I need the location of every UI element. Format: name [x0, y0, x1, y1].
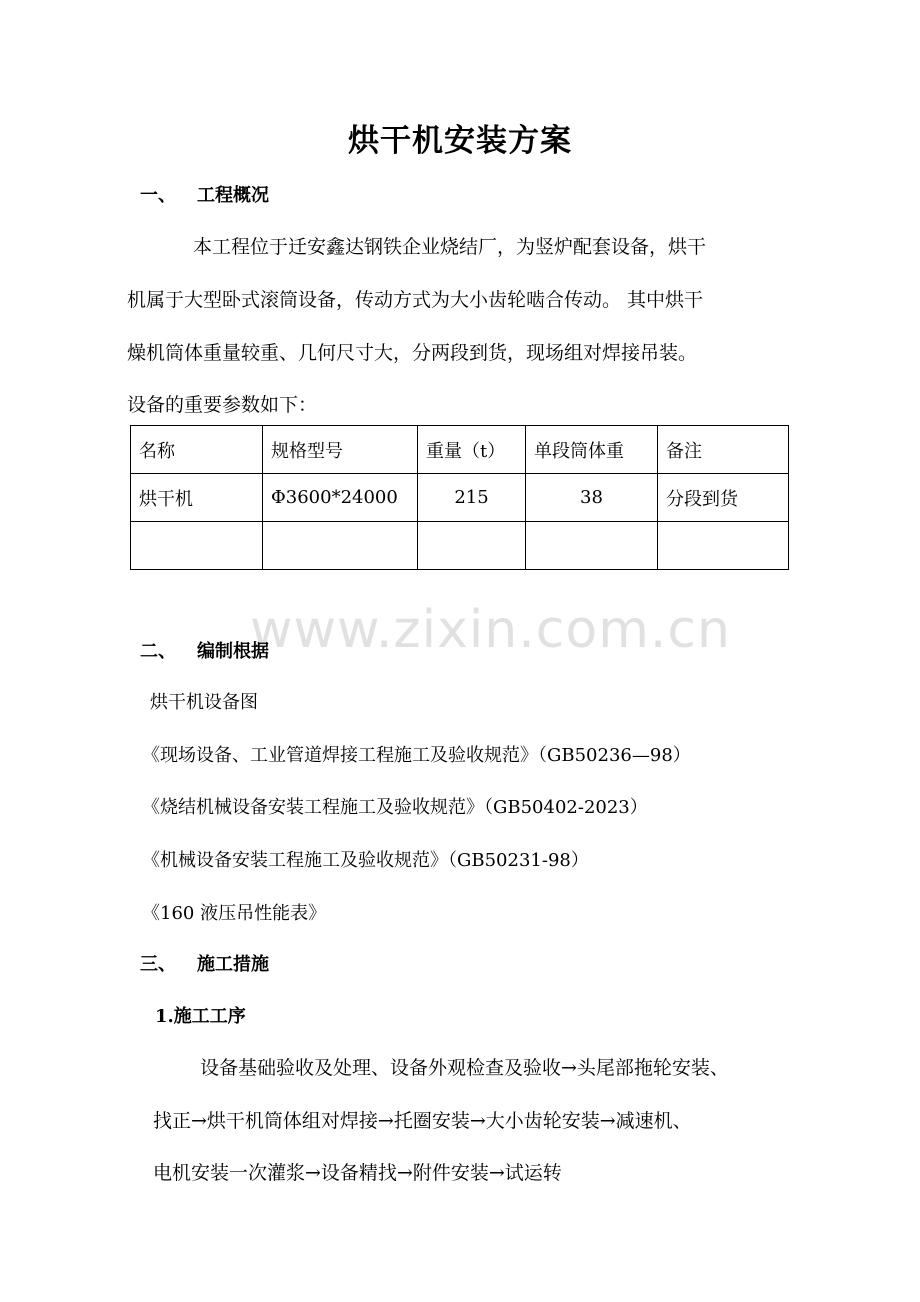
- reference-item: 《160 液压吊性能表》: [142, 903, 327, 924]
- paragraph-line: 燥机筒体重量较重、几何尺寸大，分两段到货，现场组对焊接吊装。: [127, 342, 698, 364]
- reference-item: 《现场设备、工业管道焊接工程施工及验收规范》（GB50236—98）: [142, 745, 691, 766]
- section-heading-basis: [140, 637, 269, 663]
- section-number: 三、: [140, 954, 176, 975]
- table-header-cell: 备注: [658, 426, 789, 474]
- table-cell: [418, 522, 526, 570]
- subsection-heading: 1.施工工序: [155, 1006, 246, 1027]
- reference-item: 《烧结机械设备安装工程施工及验收规范》（GB50402-2023）: [142, 797, 648, 818]
- table-cell: 38: [526, 474, 658, 522]
- table-header-cell: 规格型号: [263, 426, 418, 474]
- table-header-row: [131, 426, 789, 474]
- section-heading-overview: [140, 181, 269, 207]
- table-cell: [131, 522, 263, 570]
- parameters-table: [130, 425, 789, 570]
- table-cell: [526, 522, 658, 570]
- reference-item: 烘干机设备图: [150, 692, 258, 713]
- section-heading-measures: [140, 950, 269, 976]
- section-number: 一、: [140, 185, 176, 206]
- table-cell: 215: [418, 474, 526, 522]
- table-cell: [263, 522, 418, 570]
- section-title: 编制根据: [197, 641, 269, 662]
- table-header-cell: 单段筒体重: [526, 426, 658, 474]
- reference-item: 《机械设备安装工程施工及验收规范》（GB50231-98）: [142, 850, 589, 871]
- paragraph-line: 设备的重要参数如下：: [127, 394, 318, 416]
- section-number: 二、: [140, 641, 176, 662]
- page-title: 烘干机安装方案: [348, 123, 572, 159]
- paragraph-line: 设备基础验收及处理、设备外观检查及验收→头尾部拖轮安装、: [200, 1057, 729, 1079]
- paragraph-line: 电机安装一次灌浆→设备精找→附件安装→试运转: [153, 1162, 562, 1184]
- table-row: [131, 522, 789, 570]
- table-header-cell: 重量（t）: [418, 426, 526, 474]
- paragraph-line: 本工程位于迁安鑫达钢铁企业烧结厂，为竖炉配套设备，烘干: [193, 236, 707, 258]
- watermark: www.zixin.com.cn: [250, 600, 731, 660]
- section-title: 工程概况: [197, 185, 269, 206]
- paragraph-line: 机属于大型卧式滚筒设备，传动方式为大小齿轮啮合传动。 其中烘干: [127, 289, 704, 311]
- table-cell: Φ3600*24000: [263, 474, 418, 522]
- table-cell: [658, 522, 789, 570]
- table-row: [131, 474, 789, 522]
- table-cell: 烘干机: [131, 474, 263, 522]
- table-cell: 分段到货: [658, 474, 789, 522]
- paragraph-line: 找正→烘干机筒体组对焊接→托圈安装→大小齿轮安装→减速机、: [153, 1110, 692, 1132]
- section-title: 施工措施: [197, 954, 269, 975]
- table-header-cell: 名称: [131, 426, 263, 474]
